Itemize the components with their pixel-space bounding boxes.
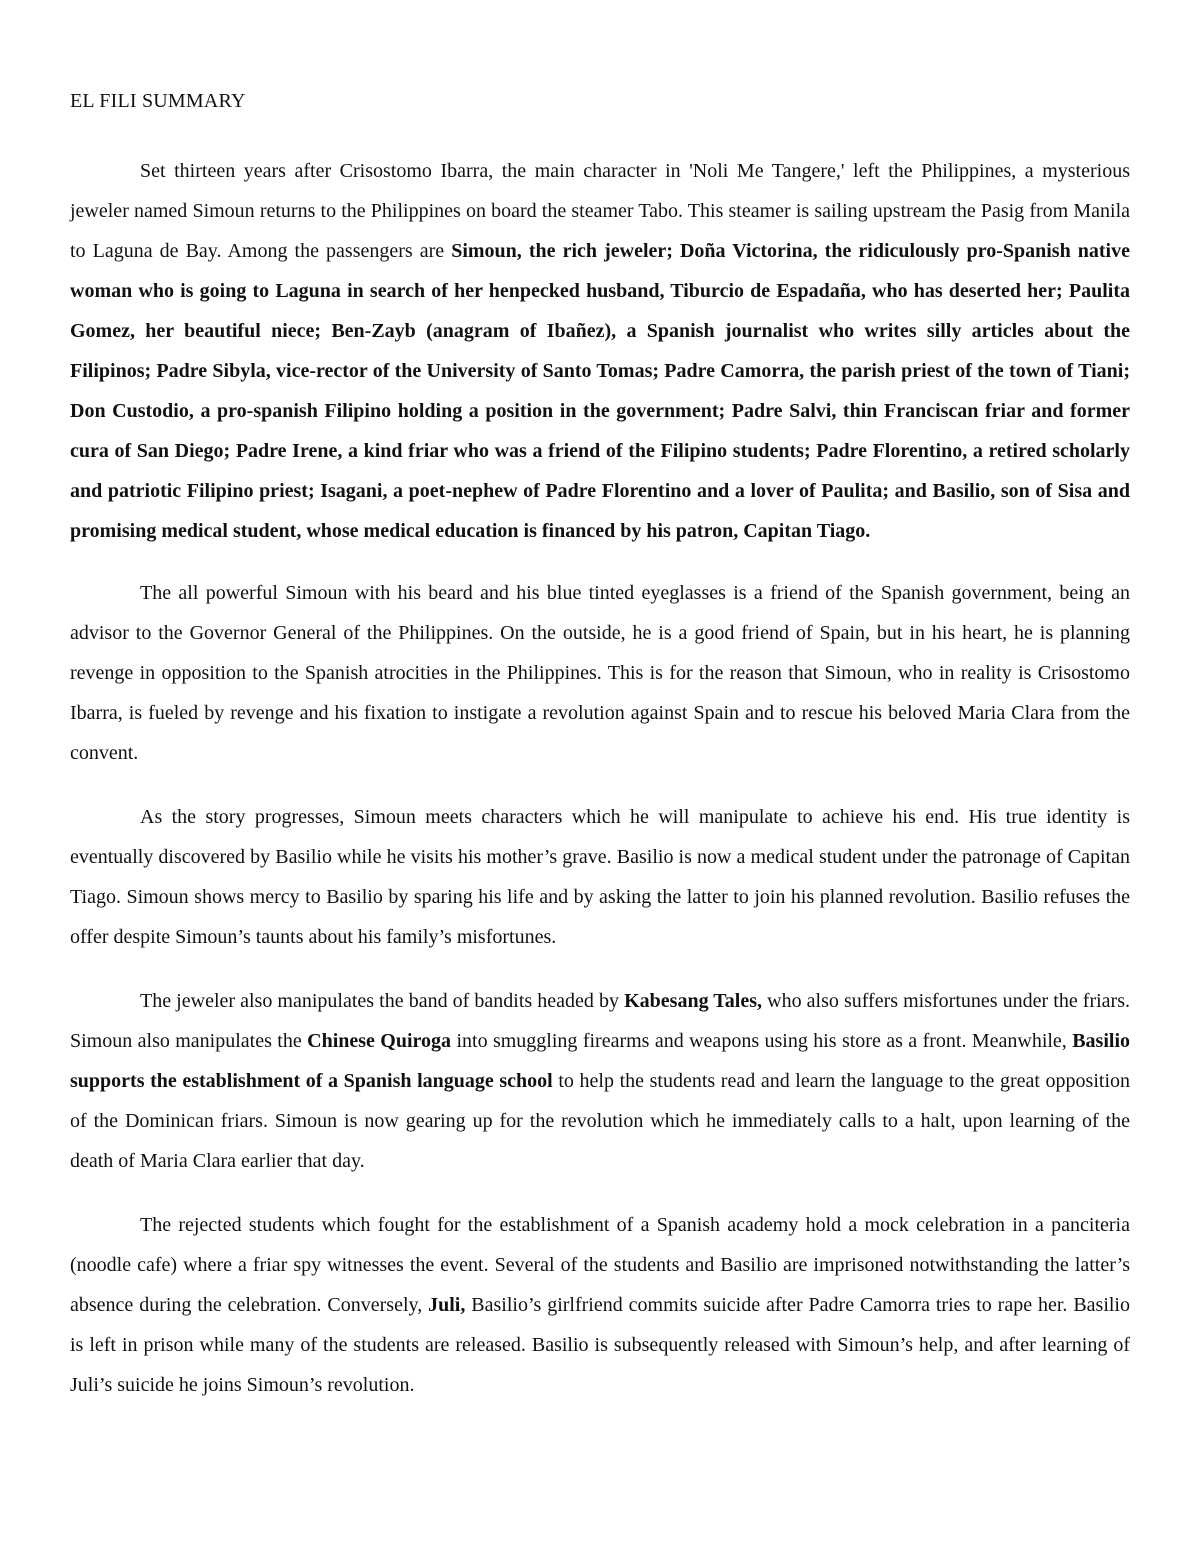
paragraph-1-text: Set thirteen years after Crisostomo Ibarra, the main character in 'Noli Me Tangere,' left the Philippines, a mysterious jeweler named Simoun returns to the Philippines on board the steamer Tabo. This steamer is sailing upstream the Pasig from Manila to Laguna de Bay. Among the passengers are [70, 160, 1130, 262]
paragraph-4-text-a: The jeweler also manipulates the band of bandits headed by [140, 990, 625, 1012]
paragraph-4-text-d: to help the students read and learn the language to the great opposition of the Dominican friars. Simoun is now gearing up for the revolution which he immediately calls to a halt, upon learning of the death of Maria Clara earlier that day. [70, 1070, 1130, 1172]
paragraph-5-text-b: Basilio’s girlfriend commits suicide after Padre Camorra tries to rape her. Basilio is left in prison while many of the students are released. Basilio is subsequently released with Simoun’s help, and after learning of Juli’s suicide he joins Simoun’s revolution. [70, 1294, 1130, 1396]
paragraph-1 [70, 151, 1130, 551]
paragraph-4-bold-basilio-school: Basilio supports the establishment of a Spanish language school [70, 1030, 1131, 1092]
paragraph-2 [70, 573, 1130, 773]
document-page [70, 90, 1130, 1429]
paragraph-4 [70, 981, 1130, 1181]
paragraph-5-text-a: The rejected students which fought for the establishment of a Spanish academy hold a mock celebration in a panciteria (noodle cafe) where a friar spy witnesses the event. Several of the students and Basilio are imprisoned notwithstanding the latter’s absence during the celebration. Conversely, [70, 1214, 1130, 1316]
paragraph-3 [70, 797, 1130, 957]
paragraph-4-bold-chinese-quiroga: Chinese Quiroga [307, 1030, 452, 1052]
document-title: EL FILI SUMMARY [70, 90, 246, 112]
paragraph-4-text-b: who also suffers misfortunes under the friars. Simoun also manipulates the [70, 990, 1130, 1052]
paragraph-3-text: As the story progresses, Simoun meets characters which he will manipulate to achieve his end. His true identity is eventually discovered by Basilio while he visits his mother’s grave. Basilio is now a medical student under the patronage of Capitan Tiago. Simoun shows mercy to Basilio by sparing his life and by asking the latter to join his planned revolution. Basilio refuses the offer despite Simoun’s taunts about his family’s misfortunes. [70, 806, 1130, 948]
paragraph-2-text: The all powerful Simoun with his beard and his blue tinted eyeglasses is a friend of the Spanish government, being an advisor to the Governor General of the Philippines. On the outside, he is a good friend of Spain, but in his heart, he is planning revenge in opposition to the Spanish atrocities in the Philippines. This is for the reason that Simoun, who in reality is Crisostomo Ibarra, is fueled by revenge and his fixation to instigate a revolution against Spain and to rescue his beloved Maria Clara from the convent. [70, 582, 1130, 764]
paragraph-4-text-c: into smuggling firearms and weapons using his store as a front. Meanwhile, [451, 1030, 1073, 1052]
paragraph-5-bold-juli: Juli, [428, 1294, 466, 1316]
paragraph-4-bold-kabesang-tales: Kabesang Tales, [624, 990, 763, 1012]
paragraph-5 [70, 1205, 1130, 1405]
paragraph-1-character-list: Simoun, the rich jeweler; Doña Victorina, the ridiculously pro-Spanish native woman who is going to Laguna in search of her henpecked husband, Tiburcio de Espadaña, who has deserted her; Paulita Gomez, her beautiful niece; Ben-Zayb (anagram of Ibañez), a Spanish journalist who writes silly articles about the Filipinos; Padre Sibyla, vice-rector of the University of Santo Tomas; Padre Camorra, the parish priest of the town of Tiani; Don Custodio, a pro-spanish Filipino holding a position in the government; Padre Salvi, thin Franciscan friar and former cura of San Diego; Padre Irene, a kind friar who was a friend of the Filipino students; Padre Florentino, a retired scholarly and patriotic Filipino priest; Isagani, a poet-nephew of Padre Florentino and a lover of Paulita; and Basilio, son of Sisa and promising medical student, whose medical education is financed by his patron, Capitan Tiago. [70, 240, 1130, 542]
